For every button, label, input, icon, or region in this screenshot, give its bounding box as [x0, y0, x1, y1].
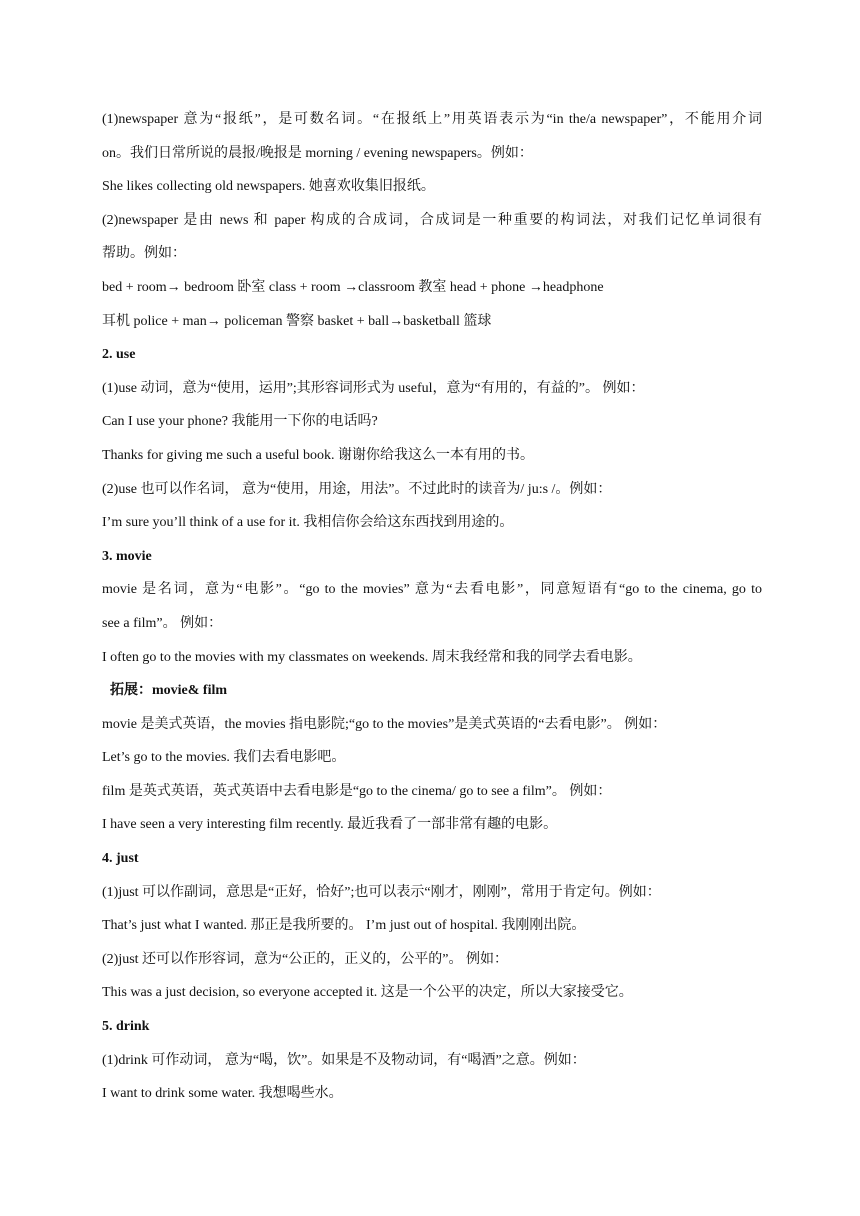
paragraph-line: movie 是美式英语，the movies 指电影院;“go to the movies”是美式英语的“去看电影”。 例如： [102, 716, 667, 732]
paragraph-line: film 是英式英语，英式英语中去看电影是“go to the cinema/ go to see a film”。 例如： [102, 783, 612, 799]
section-heading-drink: 5. drink [102, 1019, 150, 1035]
paragraph-line: on。我们日常所说的晨报/晚报是 morning / evening newspapers。例如： [102, 145, 533, 161]
example-sentence: I often go to the movies with my classmates on weekends. 周末我经常和我的同学去看电影。 [102, 649, 642, 665]
section-heading-just: 4. just [102, 851, 139, 867]
subheading-extension: 拓展：movie& film [110, 683, 228, 699]
section-heading-movie: 3. movie [102, 548, 152, 564]
example-sentence: I have seen a very interesting film recently. 最近我看了一部非常有趣的电影。 [102, 817, 558, 833]
paragraph-line: (1)drink 可作动词， 意为“喝，饮”。如果是不及物动词，有“喝酒”之意。例如： [102, 1052, 586, 1068]
paragraph-line: (1)newspaper 意为“报纸”，是可数名词。“在报纸上”用英语表示为“in the/a newspaper”，不能用介词 [102, 112, 762, 127]
example-sentence: Can I use your phone? 我能用一下你的电话吗? [102, 414, 378, 430]
example-sentence: This was a just decision, so everyone accepted it. 这是一个公平的决定，所以大家接受它。 [102, 985, 633, 1001]
example-sentence: I’m sure you’ll think of a use for it. 我相信你会给这东西找到用途的。 [102, 515, 514, 531]
paragraph-line: (1)use 动词，意为“使用，运用”;其形容词形式为 useful，意为“有用的，有益的”。 例如： [102, 380, 645, 396]
example-sentence: I want to drink some water. 我想喝些水。 [102, 1086, 343, 1102]
example-sentence: Thanks for giving me such a useful book. 谢谢你给我这么一本有用的书。 [102, 447, 535, 463]
example-line: bed + room→ bedroom 卧室 class + room →classroom 教室 head + phone →headphone [102, 279, 604, 295]
paragraph-line: (1)just 可以作副词，意思是“正好，恰好”;也可以表示“刚才，刚刚”，常用于肯定句。例如： [102, 884, 661, 900]
document-body [102, 108, 762, 1116]
paragraph-line: (2)just 还可以作形容词，意为“公正的，正义的，公平的”。 例如： [102, 951, 508, 967]
example-line: 耳机 police + man→ policeman 警察 basket + ball→basketball 篮球 [102, 313, 492, 329]
paragraph-line: (2)newspaper 是由 news 和 paper 构成的合成词，合成词是一种重要的构词法，对我们记忆单词很有 [102, 212, 762, 228]
example-sentence: She likes collecting old newspapers. 她喜欢收集旧报纸。 [102, 179, 435, 195]
section-heading-use: 2. use [102, 347, 136, 363]
paragraph-line: (2)use 也可以作名词， 意为“使用，用途，用法”。不过此时的读音为/ ju:s /。例如： [102, 481, 612, 497]
paragraph-line: movie 是名词，意为“电影”。“go to the movies” 意为“去看电影”，同意短语有“go to the cinema, go to [102, 582, 762, 598]
paragraph-line: 帮助。例如： [102, 246, 186, 262]
example-sentence: That’s just what I wanted. 那正是我所要的。 I’m just out of hospital. 我刚刚出院。 [102, 918, 586, 934]
paragraph-line: see a film”。 例如： [102, 615, 223, 631]
example-sentence: Let’s go to the movies. 我们去看电影吧。 [102, 750, 346, 766]
